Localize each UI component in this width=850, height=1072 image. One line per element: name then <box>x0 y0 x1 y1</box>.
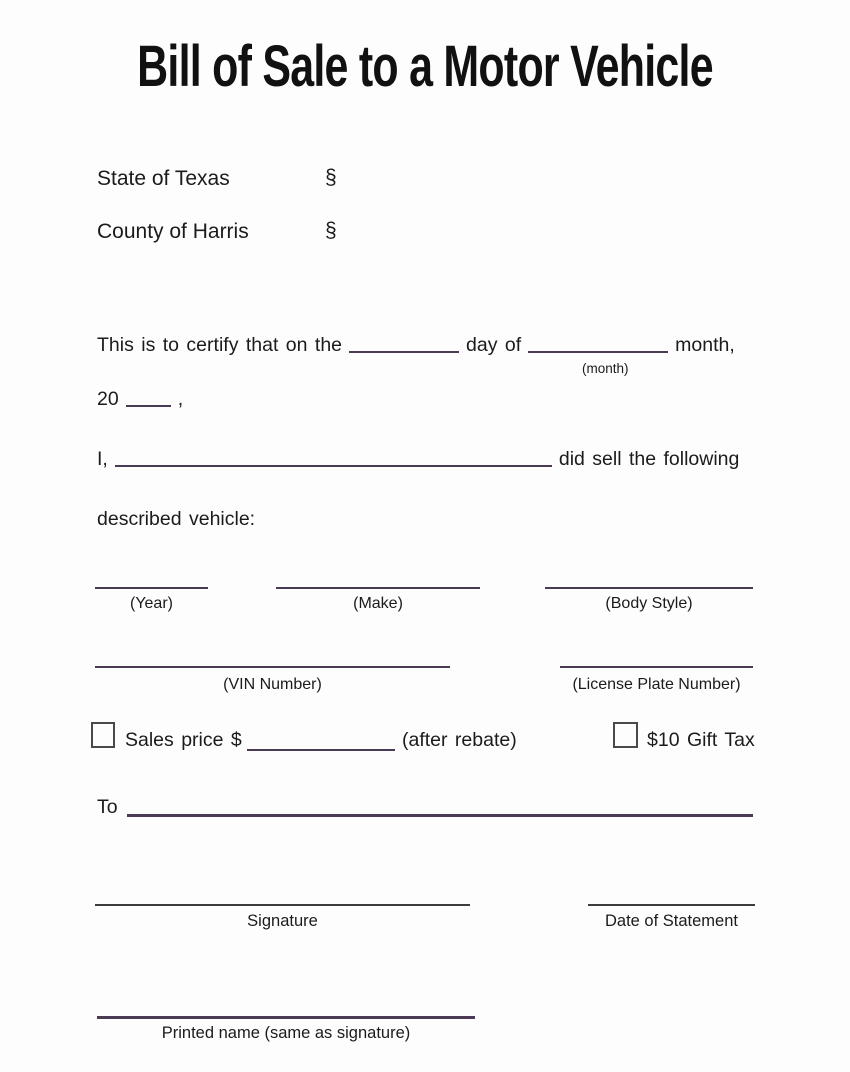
year-line <box>97 388 183 411</box>
signature-field-line[interactable] <box>95 904 470 906</box>
vehicle-body-style-caption: (Body Style) <box>605 595 693 612</box>
month-caption: (month) <box>582 361 629 376</box>
seller-name-blank-field[interactable] <box>115 465 552 467</box>
year-suffix-text: , <box>177 388 184 410</box>
vehicle-year-caption: (Year) <box>130 595 173 612</box>
page-title: Bill of Sale to a Motor Vehicle <box>137 34 713 99</box>
printed-name-field-line[interactable] <box>97 1016 475 1019</box>
day-blank-field[interactable] <box>349 351 459 353</box>
date-of-statement-caption: Date of Statement <box>605 912 738 930</box>
vehicle-make-field-line[interactable] <box>276 587 480 589</box>
certify-lead-text: This is to certify that on the <box>97 334 343 356</box>
signature-caption: Signature <box>247 912 318 930</box>
vehicle-make-caption: (Make) <box>353 595 403 612</box>
county-section-symbol: § <box>325 219 337 242</box>
printed-name-caption: Printed name (same as signature) <box>161 1024 411 1042</box>
sales-price-checkbox[interactable] <box>91 722 115 748</box>
sales-price-label: Sales price $ <box>125 729 242 751</box>
date-of-statement-field-line[interactable] <box>588 904 755 906</box>
buyer-label: To <box>97 796 118 818</box>
county-label: County of Harris <box>97 220 249 243</box>
certify-mid-text: day of <box>466 334 522 356</box>
state-label: State of Texas <box>97 167 230 190</box>
license-plate-field-line[interactable] <box>560 666 753 668</box>
gift-tax-checkbox[interactable] <box>613 722 638 748</box>
vehicle-body-style-field-line[interactable] <box>545 587 753 589</box>
buyer-blank-field[interactable] <box>127 814 753 817</box>
vin-caption: (VIN Number) <box>223 676 322 693</box>
month-blank-field[interactable] <box>528 351 668 353</box>
year-blank-field[interactable] <box>126 405 171 407</box>
seller-tail-text: did sell the following <box>558 448 740 470</box>
described-vehicle-text: described vehicle: <box>97 508 256 530</box>
certify-tail-text: month, <box>675 334 735 356</box>
license-plate-caption: (License Plate Number) <box>572 676 741 693</box>
certify-line <box>97 334 735 357</box>
seller-line <box>97 448 739 471</box>
after-rebate-label: (after rebate) <box>402 729 517 751</box>
sales-price-blank-field[interactable] <box>247 749 395 751</box>
seller-lead-text: I, <box>97 448 108 470</box>
state-section-symbol: § <box>325 166 337 189</box>
vehicle-year-field-line[interactable] <box>95 587 208 589</box>
year-prefix-text: 20 <box>97 388 119 410</box>
vin-field-line[interactable] <box>95 666 450 668</box>
gift-tax-label: $10 Gift Tax <box>647 729 755 751</box>
